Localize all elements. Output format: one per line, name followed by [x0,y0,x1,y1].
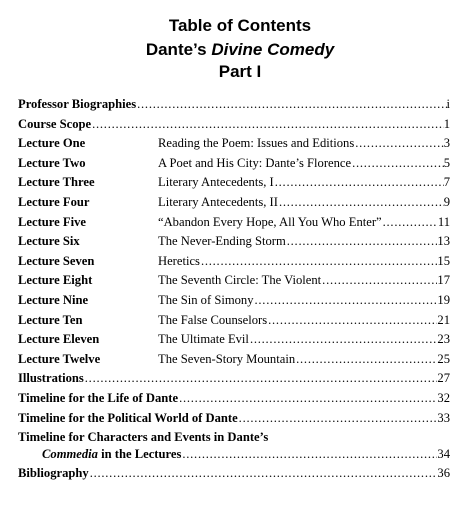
entry-title: Bibliography [18,466,89,481]
leader-dots [274,173,444,193]
lecture-title: The Never-Ending Storm [158,234,286,249]
leader-dots [238,409,438,429]
entry-title-line2 [42,445,181,465]
lecture-label: Lecture Six [18,234,80,249]
leader-dots [91,115,444,135]
leader-dots [84,369,438,389]
toc-entry-lecture [18,271,450,291]
lecture-page: 15 [437,253,450,268]
leader-dots [178,389,437,409]
book-title-prefix: Dante’s [145,40,212,59]
lecture-page: 3 [443,136,450,151]
book-title [4,40,472,60]
lecture-label: Lecture Nine [18,292,89,307]
lecture-label: Lecture One [18,136,86,151]
lecture-title: Literary Antecedents, II [158,194,278,209]
entry-page: 36 [437,466,450,481]
toc-entry-timeline-characters [18,428,450,464]
toc-entry-lecture [18,193,450,213]
toc-entry-course-scope [18,115,450,135]
entry-title: Timeline for the Political World of Dante [18,410,238,425]
leader-dots [181,445,437,465]
lecture-page: 11 [437,214,450,229]
toc-entry-lecture [18,154,450,174]
lecture-label: Lecture Twelve [18,351,101,366]
leader-dots [267,311,437,331]
lecture-label: Lecture Eleven [18,332,100,347]
entry-title: Course Scope [18,116,92,131]
toc-entry-bibliography [18,464,450,484]
leader-dots [351,154,444,174]
lecture-title: A Poet and His City: Dante’s Florence [158,155,352,170]
entry-title: Illustrations [18,371,84,386]
entry-page: 33 [437,410,450,425]
leader-dots [286,232,438,252]
lecture-title: Heretics [158,253,200,268]
toc-heading: Table of Contents [168,16,312,35]
toc-list [18,95,450,484]
leader-dots [354,134,443,154]
lecture-title: The False Counselors [158,312,268,327]
leader-dots [136,95,446,115]
lecture-title: “Abandon Every Hope, All You Who Enter” [158,214,382,229]
lecture-title: The Ultimate Evil [158,332,249,347]
lecture-title: The Seven-Story Mountain [158,351,296,366]
lecture-label: Lecture Seven [18,253,95,268]
entry-title: Professor Biographies [18,97,137,111]
lecture-page: 13 [437,234,450,249]
lecture-page: 5 [443,155,450,170]
toc-entry-timeline-political [18,409,450,429]
entry-title: Timeline for the Life of Dante [18,390,179,405]
lecture-title: The Sin of Simony [158,292,254,307]
entry-page: 27 [437,371,450,386]
toc-entry-lecture [18,291,450,311]
toc-entry-lecture [18,252,450,272]
lecture-page: 25 [437,351,450,366]
leader-dots [249,330,437,350]
lecture-page: 9 [443,194,450,209]
entry-title-line1: Timeline for Characters and Events in Dante’s [18,430,269,445]
lecture-label: Lecture Ten [18,312,83,327]
lecture-label: Lecture Five [18,214,86,229]
lecture-label: Lecture Two [18,155,86,170]
toc-entry-lecture [18,330,450,350]
toc-entry-lecture [18,173,450,193]
lecture-label: Lecture Eight [18,273,93,288]
lecture-title: The Seventh Circle: The Violent [158,273,322,288]
toc-entry-professor-biographies [18,95,450,115]
lecture-entries [18,134,450,369]
entry-page: 1 [443,116,450,131]
leader-dots [295,350,437,370]
entry-title-italic: Commedia [42,446,98,461]
lecture-label: Lecture Three [18,175,95,190]
leader-dots [254,291,438,311]
entry-page: i [446,97,450,111]
lecture-page: 23 [437,332,450,347]
toc-entry-lecture [18,350,450,370]
toc-entry-lecture [18,232,450,252]
lecture-title: Reading the Poem: Issues and Editions [158,136,355,151]
toc-entry-illustrations [18,369,450,389]
toc-entry-timeline-life [18,389,450,409]
lecture-page: 17 [437,273,450,288]
toc-entry-lecture [18,213,450,233]
lecture-title: Literary Antecedents, I [158,175,274,190]
leader-dots [89,464,438,484]
leader-dots [278,193,444,213]
part-label: Part I [218,62,262,81]
lecture-page: 21 [437,312,450,327]
leader-dots [200,252,437,272]
lecture-page: 7 [443,175,450,190]
entry-page: 32 [437,390,450,405]
entry-page: 34 [437,446,450,461]
toc-entry-lecture [18,134,450,154]
book-title-italic: Divine Comedy [211,40,335,59]
entry-title-rest: in the Lectures [97,446,182,461]
leader-dots [382,213,438,233]
toc-entry-lecture [18,311,450,331]
lecture-label: Lecture Four [18,194,90,209]
lecture-page: 19 [437,292,450,307]
leader-dots [321,271,437,291]
